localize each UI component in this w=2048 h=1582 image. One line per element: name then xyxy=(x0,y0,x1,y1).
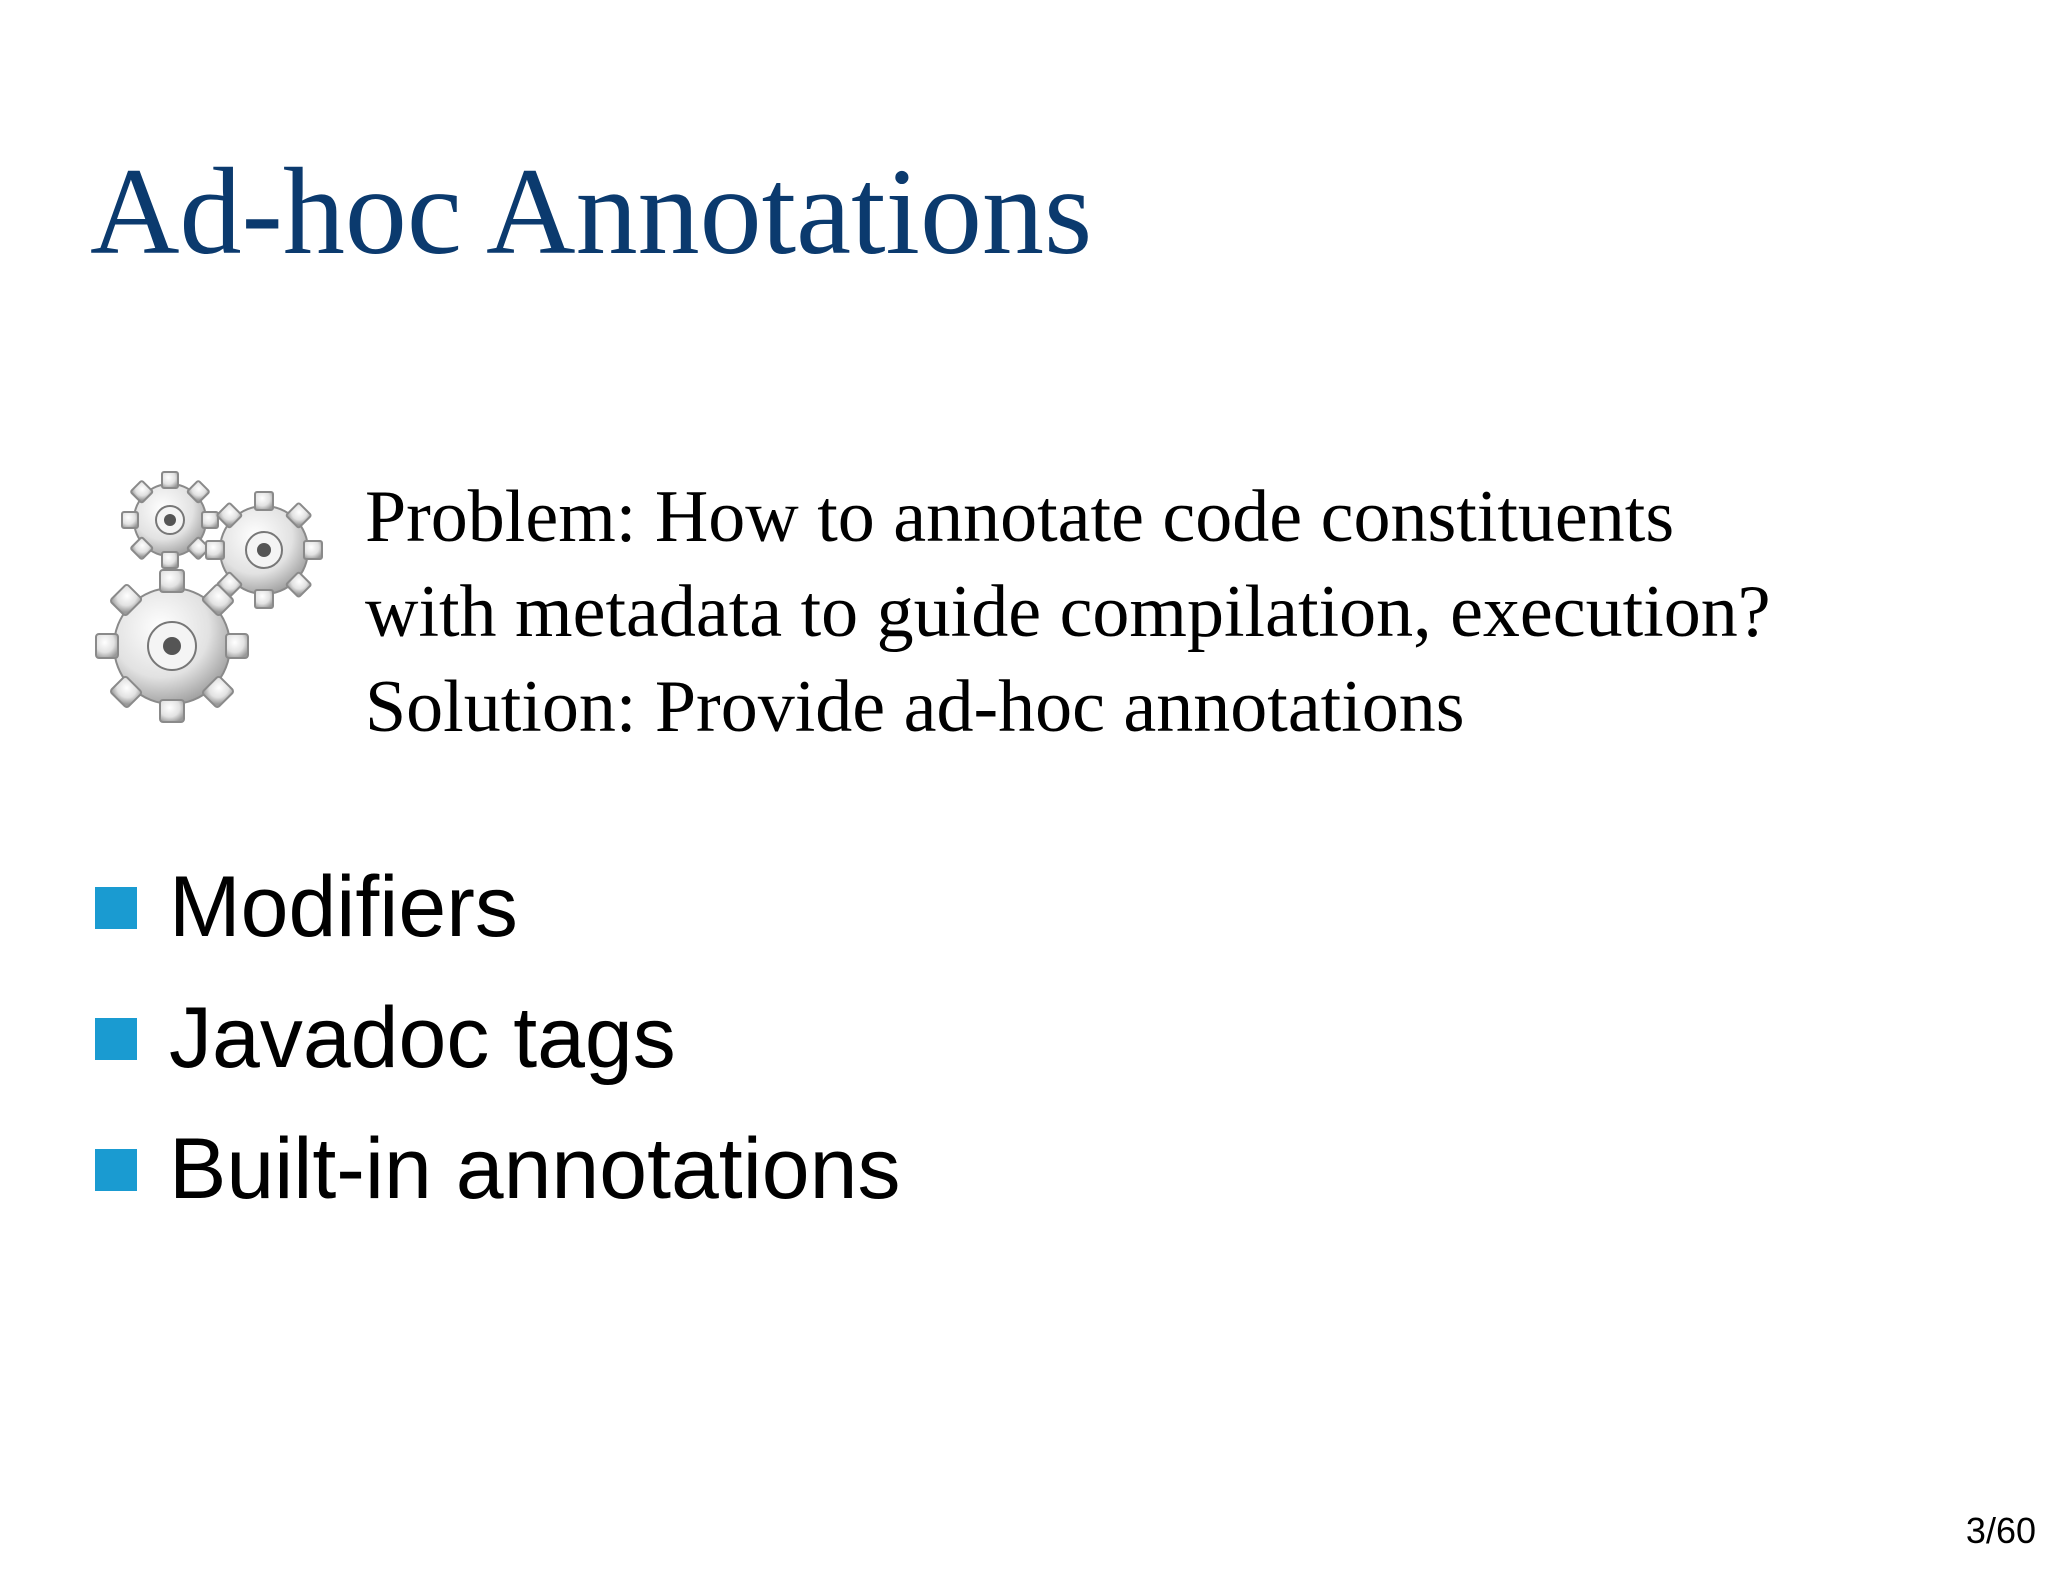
bullet-square-icon xyxy=(95,1149,137,1191)
slide-title: Ad-hoc Annotations xyxy=(90,143,1093,280)
solution-line: Solution: Provide ad-hoc annotations xyxy=(365,666,1465,748)
list-item xyxy=(95,973,900,1104)
problem-line: with metadata to guide compilation, execution? xyxy=(365,571,1771,653)
bullet-text: Modifiers xyxy=(169,859,518,955)
problem-line: Problem: How to annotate code constituents xyxy=(365,476,1675,558)
list-item xyxy=(95,842,900,973)
gears-icon xyxy=(92,468,332,728)
page-number: 3/60 xyxy=(1965,1510,2036,1551)
bullet-square-icon xyxy=(95,1018,137,1060)
bullet-text: Javadoc tags xyxy=(169,990,676,1086)
problem-statement xyxy=(365,470,1771,755)
bullet-square-icon xyxy=(95,887,137,929)
bullet-list xyxy=(95,842,900,1235)
list-item xyxy=(95,1104,900,1235)
bullet-text: Built-in annotations xyxy=(169,1121,901,1217)
